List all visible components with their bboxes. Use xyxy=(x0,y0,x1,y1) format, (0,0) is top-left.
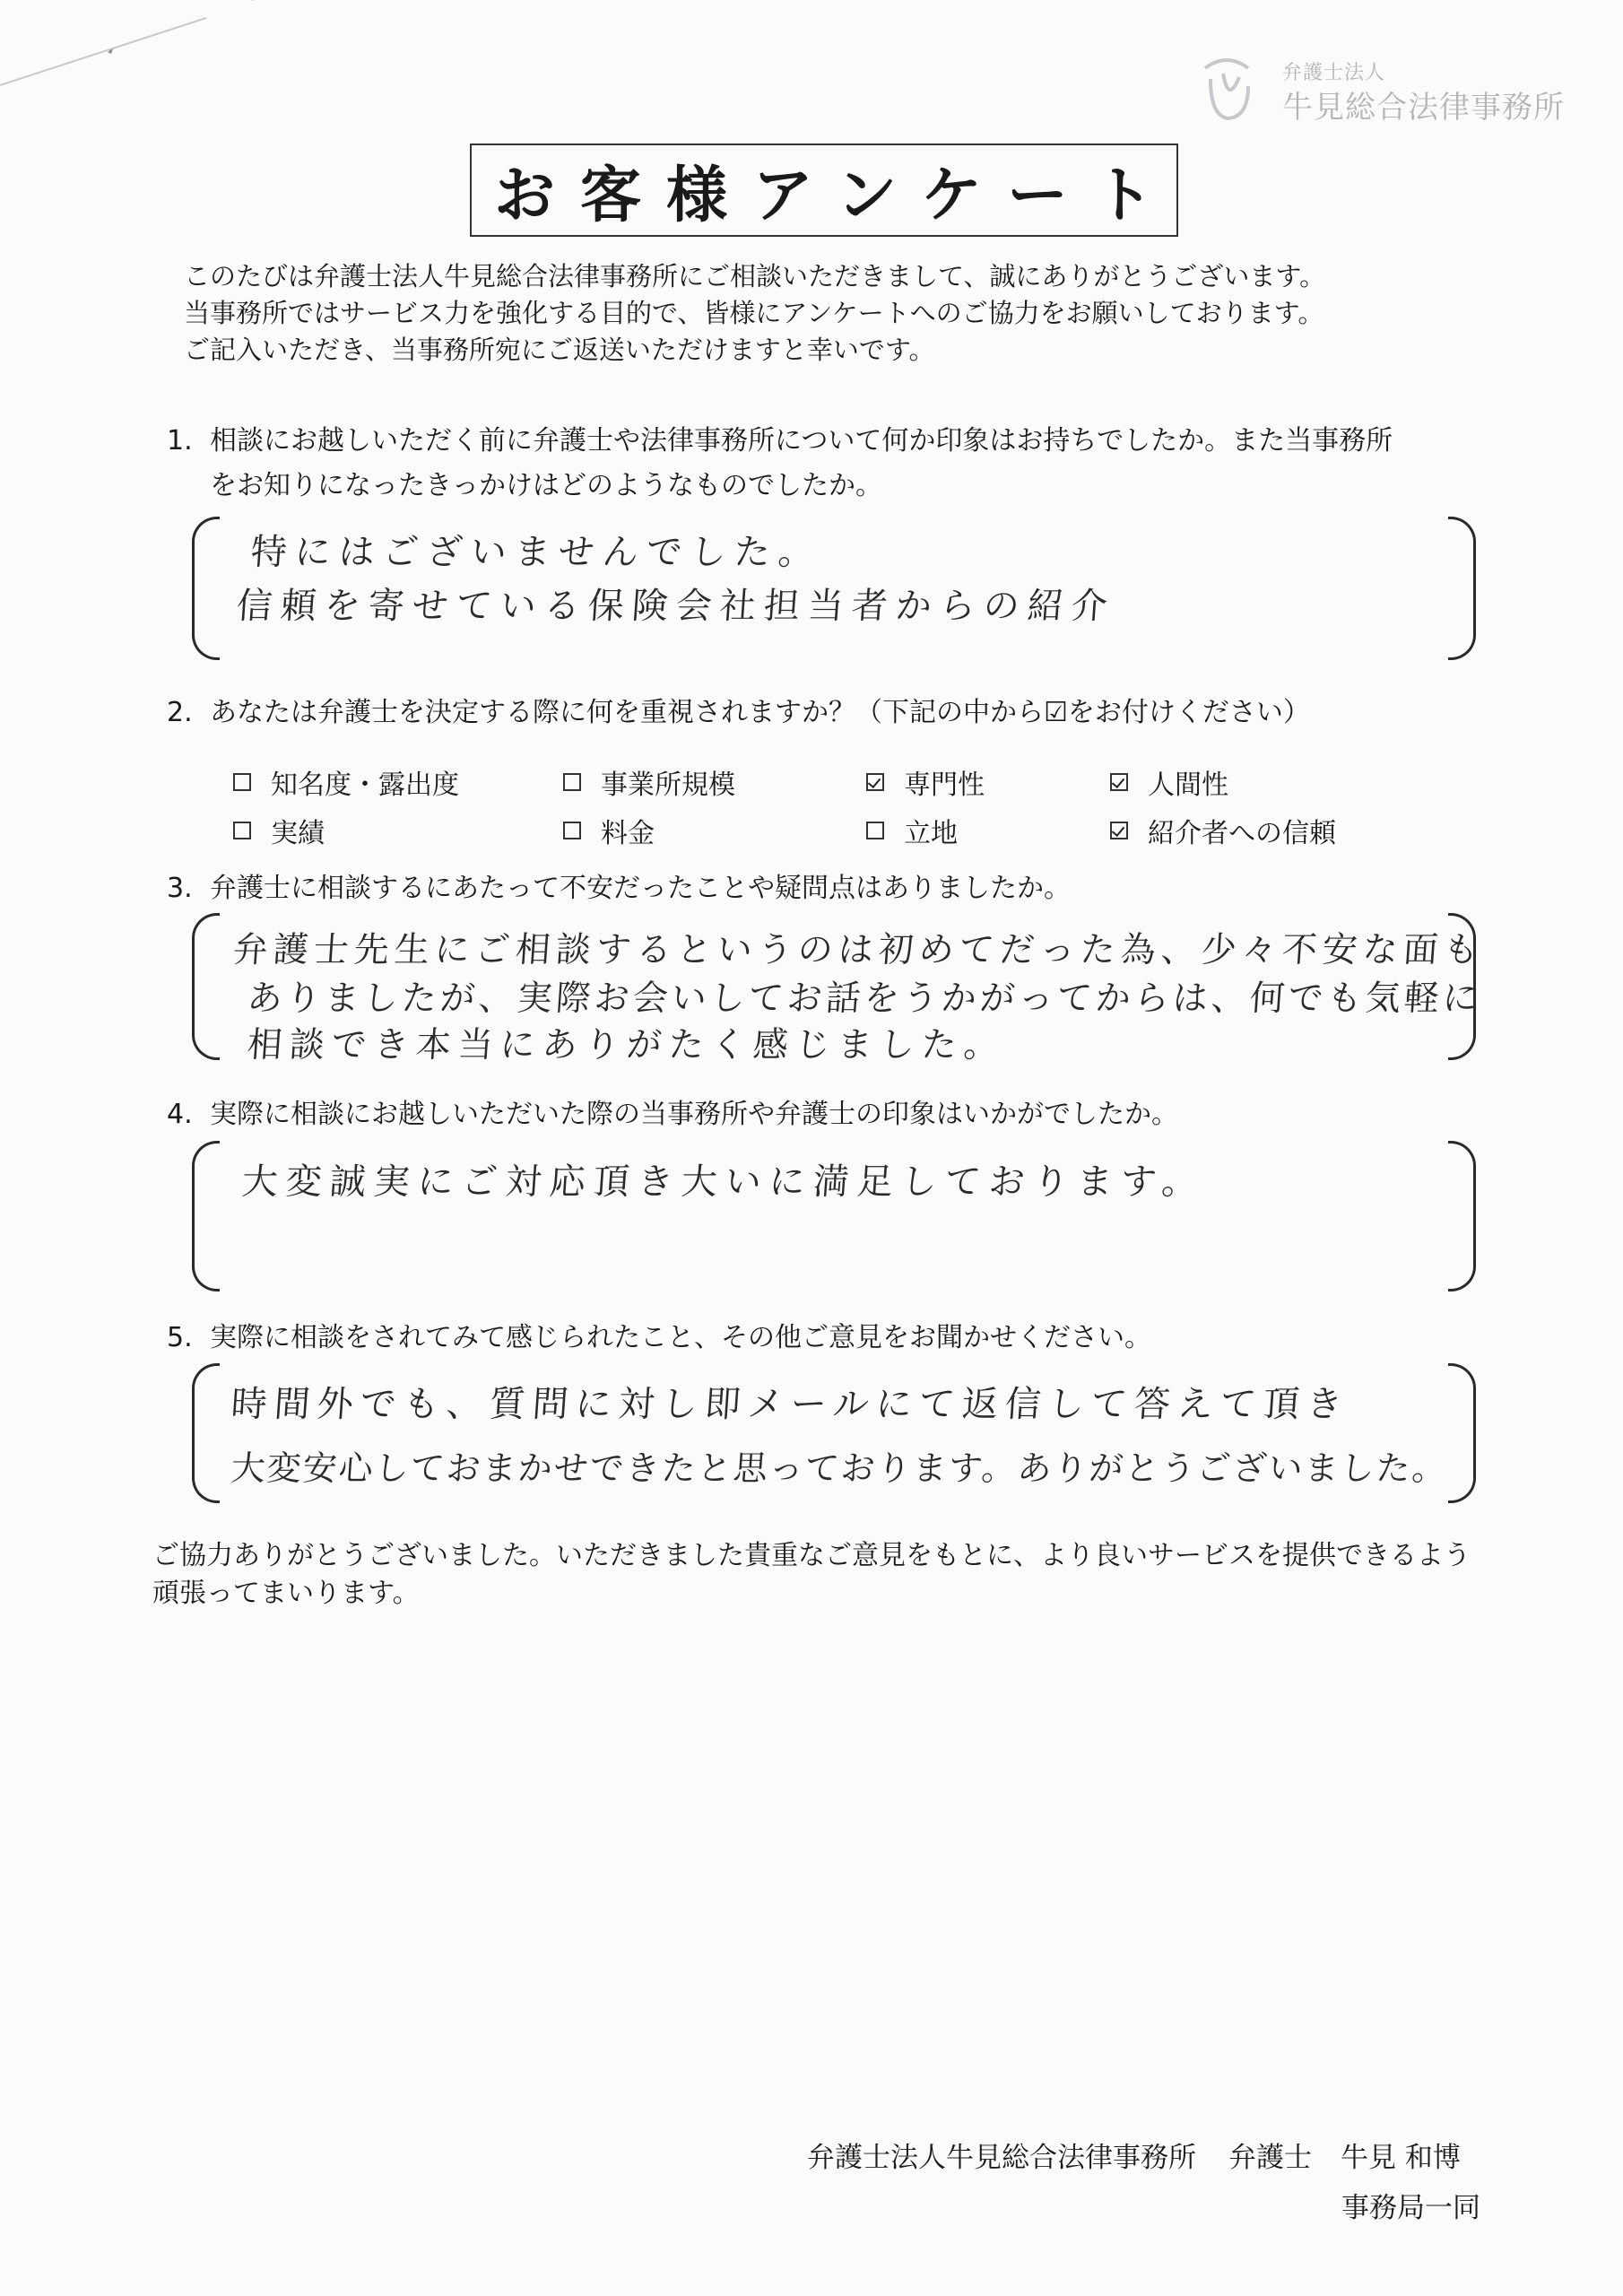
question-text: をお知りになったきっかけはどのようなものでしたか。 xyxy=(210,470,882,501)
option-label: 立地 xyxy=(904,818,958,849)
answer-4 xyxy=(192,1141,1476,1292)
question-4 xyxy=(167,1092,1178,1137)
survey-title: お客様アンケート xyxy=(494,160,1179,231)
checkbox[interactable] xyxy=(563,773,581,791)
option-label: 紹介者への信頼 xyxy=(1148,818,1336,849)
handwritten-answer-line: 特にはございませんでした。 xyxy=(249,532,824,573)
checkbox-checked[interactable] xyxy=(866,773,884,791)
question-5 xyxy=(167,1316,1151,1361)
checkbox[interactable] xyxy=(563,822,581,839)
question-2 xyxy=(167,691,1310,735)
bracket-right xyxy=(1448,1363,1476,1503)
option-referrer-trust[interactable] xyxy=(1110,811,1336,850)
signature-line xyxy=(807,2135,1461,2175)
option-label: 料金 xyxy=(601,818,655,849)
option-label: 事業所規模 xyxy=(601,770,735,801)
answer-3 xyxy=(192,913,1486,1065)
checkbox[interactable] xyxy=(233,822,251,839)
signature-firm: 弁護士法人牛見総合法律事務所 xyxy=(807,2142,1196,2174)
checkbox-checked[interactable] xyxy=(1110,773,1128,791)
firm-logo-icon xyxy=(1193,54,1264,126)
intro-line: 当事務所ではサービス力を強化する目的で、皆様にアンケートへのご協力をお願いしております。 xyxy=(184,298,1324,328)
intro-text xyxy=(184,258,1484,369)
logo-firm-name: 牛見総合法律事務所 xyxy=(1282,90,1565,126)
option-expertise[interactable] xyxy=(866,762,985,802)
option-label: 人間性 xyxy=(1148,770,1228,801)
option-location[interactable] xyxy=(866,811,958,850)
option-name-recognition[interactable] xyxy=(233,762,459,802)
option-track-record[interactable] xyxy=(233,811,325,850)
question-text: 弁護士に相談するにあたって不安だったことや疑問点はありましたか。 xyxy=(210,873,1071,904)
checkbox[interactable] xyxy=(866,822,884,839)
question-number: 3. xyxy=(167,873,193,904)
question-1 xyxy=(167,419,1393,509)
question-number: 1. xyxy=(167,425,193,457)
scan-corner-mark xyxy=(0,0,296,99)
intro-line: このたびは弁護士法人牛見総合法律事務所にご相談いただきまして、誠にありがとうございます。 xyxy=(184,261,1326,291)
checkbox-checked[interactable] xyxy=(1110,822,1128,839)
signature-role: 弁護士 xyxy=(1228,2142,1312,2174)
option-label: 専門性 xyxy=(904,770,985,801)
option-label: 知名度・露出度 xyxy=(271,770,459,801)
intro-line: ご記入いただき、当事務所宛にご返送いただけますと幸いです。 xyxy=(184,335,935,365)
question-text: 相談にお越しいただく前に弁護士や法律事務所について何か印象はお持ちでしたか。また当事務所 xyxy=(210,425,1393,457)
handwritten-answer-line: 信頼を寄せている保険会社担当者からの紹介 xyxy=(235,586,1117,627)
signature-staff: 事務局一同 xyxy=(1341,2192,1480,2224)
closing-line: 頑張ってまいります。 xyxy=(152,1578,420,1609)
bracket-left xyxy=(192,1141,220,1292)
option-label: 実績 xyxy=(271,818,325,849)
option-fees[interactable] xyxy=(563,811,655,850)
question-text: 実際に相談をされてみて感じられたこと、その他ご意見をお聞かせください。 xyxy=(210,1322,1151,1353)
bracket-left xyxy=(192,913,220,1060)
logo-subtitle: 弁護士法人 xyxy=(1282,62,1386,84)
question-number: 5. xyxy=(167,1322,193,1353)
handwritten-answer-line: 大変安心しておまかせできたと思っております。ありがとうございました。 xyxy=(230,1448,1450,1488)
handwritten-answer-line: ありましたが、実際お会いしてお話をうかがってからは、何でも気軽に xyxy=(246,978,1483,1019)
bracket-right xyxy=(1448,517,1476,660)
question-number: 2. xyxy=(167,697,193,728)
question-text: 実際に相談にお越しいただいた際の当事務所や弁護士の印象はいかがでしたか。 xyxy=(210,1099,1178,1130)
bracket-right xyxy=(1448,1141,1476,1292)
firm-logo xyxy=(1193,52,1569,133)
bracket-left xyxy=(192,1363,220,1503)
closing-text xyxy=(152,1537,1497,1613)
question-3 xyxy=(167,866,1071,911)
checkbox[interactable] xyxy=(233,773,251,791)
handwritten-answer-line: 相談でき本当にありがたく感じました。 xyxy=(246,1025,1008,1065)
handwritten-answer-line: 弁護士先生にご相談するというのは初めてだった為、少々不安な面も xyxy=(231,930,1486,970)
question-number: 4. xyxy=(167,1099,193,1130)
bracket-left xyxy=(192,517,220,660)
option-office-size[interactable] xyxy=(563,762,735,802)
answer-5 xyxy=(192,1363,1476,1503)
handwritten-answer-line: 時間外でも、質問に対し即メールにて返信して答えて頂き xyxy=(230,1384,1351,1425)
survey-title-box xyxy=(470,144,1178,237)
option-personality[interactable] xyxy=(1110,762,1228,802)
closing-line: ご協力ありがとうございました。いただきました貴重なご意見をもとに、より良いサービスを提供できるよう xyxy=(152,1540,1471,1571)
signature-name: 牛見 和博 xyxy=(1341,2142,1461,2174)
question-text: あなたは弁護士を決定する際に何を重視されますか？（下記の中から☑をお付けください） xyxy=(210,697,1310,728)
handwritten-answer-line: 大変誠実にご対応頂き大いに満足しております。 xyxy=(240,1161,1208,1203)
answer-1 xyxy=(192,517,1476,660)
